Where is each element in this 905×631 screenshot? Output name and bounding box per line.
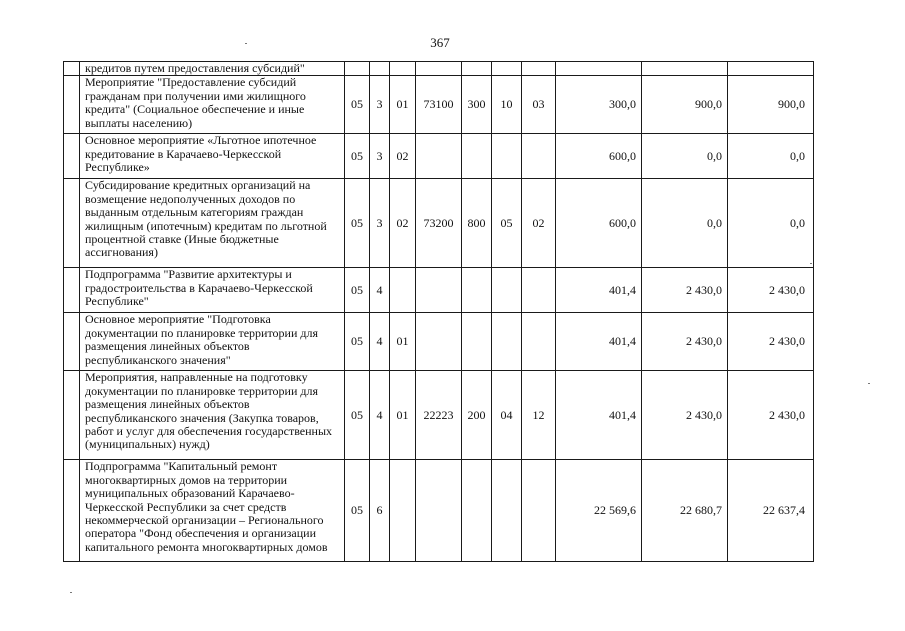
budget-code-cell: 05	[345, 460, 370, 562]
scan-speck	[810, 263, 812, 264]
item-name-cell: Основное мероприятие "Подготовка документации по планировке территории для размещения линейных объектов республиканского значения"	[80, 313, 345, 371]
row-number-cell	[64, 313, 80, 371]
amount-cell: 22 680,7	[642, 460, 728, 562]
budget-code-cell: 01	[390, 371, 416, 460]
amount-cell: 900,0	[728, 76, 814, 134]
table-row	[64, 134, 814, 179]
amount-cell: 0,0	[728, 179, 814, 268]
page-number: 367	[430, 35, 450, 50]
row-number-cell	[64, 76, 80, 134]
budget-code-cell: 12	[522, 371, 556, 460]
budget-table	[63, 61, 814, 562]
amount-cell: 401,4	[556, 313, 642, 371]
budget-code-cell: 3	[370, 134, 390, 179]
amount-cell: 0,0	[642, 134, 728, 179]
budget-code-cell: 200	[462, 371, 492, 460]
budget-code-cell: 4	[370, 371, 390, 460]
budget-code-cell: 6	[370, 460, 390, 562]
amount-cell	[728, 62, 814, 76]
budget-code-cell: 02	[390, 134, 416, 179]
budget-code-cell	[416, 313, 462, 371]
budget-code-cell	[462, 62, 492, 76]
budget-code-cell	[522, 460, 556, 562]
budget-code-cell: 01	[390, 76, 416, 134]
amount-cell: 401,4	[556, 371, 642, 460]
item-name-cell: Подпрограмма "Развитие архитектуры и градостроительства в Карачаево-Черкесской Республике"	[80, 268, 345, 313]
table-row	[64, 460, 814, 562]
amount-cell: 22 569,6	[556, 460, 642, 562]
amount-cell: 0,0	[642, 179, 728, 268]
budget-code-cell: 05	[345, 371, 370, 460]
budget-code-cell: 05	[492, 179, 522, 268]
scan-speck	[245, 43, 247, 44]
amount-cell	[642, 62, 728, 76]
table-body	[64, 62, 814, 562]
budget-code-cell	[390, 268, 416, 313]
amount-cell: 2 430,0	[728, 371, 814, 460]
budget-code-cell	[492, 460, 522, 562]
amount-cell: 2 430,0	[642, 313, 728, 371]
budget-code-cell: 05	[345, 268, 370, 313]
amount-cell: 600,0	[556, 179, 642, 268]
budget-code-cell	[416, 460, 462, 562]
budget-code-cell: 800	[462, 179, 492, 268]
budget-code-cell	[416, 62, 462, 76]
budget-code-cell: 05	[345, 313, 370, 371]
amount-cell: 0,0	[728, 134, 814, 179]
scan-speck	[868, 383, 870, 384]
budget-code-cell: 04	[492, 371, 522, 460]
budget-code-cell: 05	[345, 134, 370, 179]
budget-code-cell: 10	[492, 76, 522, 134]
budget-code-cell	[492, 313, 522, 371]
amount-cell: 300,0	[556, 76, 642, 134]
amount-cell: 401,4	[556, 268, 642, 313]
budget-code-cell	[416, 134, 462, 179]
table-row	[64, 76, 814, 134]
budget-code-cell: 02	[390, 179, 416, 268]
budget-code-cell	[345, 62, 370, 76]
table-row	[64, 313, 814, 371]
budget-code-cell: 4	[370, 268, 390, 313]
budget-code-cell	[492, 134, 522, 179]
row-number-cell	[64, 179, 80, 268]
budget-code-cell: 73200	[416, 179, 462, 268]
budget-code-cell	[390, 460, 416, 562]
amount-cell: 2 430,0	[642, 268, 728, 313]
budget-code-cell: 03	[522, 76, 556, 134]
item-name-cell: Мероприятие "Предоставление субсидий гражданам при получении ими жилищного кредита" (Социальное обеспечение и иные выплаты населению)	[80, 76, 345, 134]
row-number-cell	[64, 460, 80, 562]
budget-code-cell	[522, 62, 556, 76]
amount-cell: 22 637,4	[728, 460, 814, 562]
item-name-cell: Основное мероприятие «Льготное ипотечное кредитование в Карачаево-Черкесской Республике»	[80, 134, 345, 179]
budget-code-cell: 22223	[416, 371, 462, 460]
amount-cell: 2 430,0	[728, 268, 814, 313]
row-number-cell	[64, 62, 80, 76]
row-number-cell	[64, 371, 80, 460]
table-row	[64, 268, 814, 313]
budget-code-cell: 300	[462, 76, 492, 134]
budget-code-cell: 05	[345, 76, 370, 134]
budget-code-cell	[390, 62, 416, 76]
budget-code-cell	[522, 268, 556, 313]
item-name-cell: кредитов путем предоставления субсидий"	[80, 62, 345, 76]
budget-code-cell: 3	[370, 76, 390, 134]
amount-cell: 600,0	[556, 134, 642, 179]
budget-code-cell	[462, 268, 492, 313]
table-row	[64, 62, 814, 76]
budget-code-cell	[462, 134, 492, 179]
budget-code-cell	[522, 134, 556, 179]
budget-code-cell	[492, 268, 522, 313]
budget-code-cell: 02	[522, 179, 556, 268]
budget-code-cell	[522, 313, 556, 371]
budget-code-cell	[370, 62, 390, 76]
row-number-cell	[64, 134, 80, 179]
row-number-cell	[64, 268, 80, 313]
table-row	[64, 179, 814, 268]
table-row	[64, 371, 814, 460]
budget-code-cell	[416, 268, 462, 313]
amount-cell	[556, 62, 642, 76]
budget-code-cell	[462, 460, 492, 562]
item-name-cell: Мероприятия, направленные на подготовку документации по планировке территории для размещения линейных объектов республиканского значения (Закупка товаров, работ и услуг для обеспечения государственных (муниципальных) нужд)	[80, 371, 345, 460]
budget-code-cell: 3	[370, 179, 390, 268]
budget-code-cell: 01	[390, 313, 416, 371]
budget-code-cell	[462, 313, 492, 371]
budget-code-cell: 73100	[416, 76, 462, 134]
item-name-cell: Субсидирование кредитных организаций на возмещение недополученных доходов по выданным отдельным категориям граждан жилищным (ипотечным) кредитам по льготной процентной ставке (Иные бюджетные ассигнования)	[80, 179, 345, 268]
amount-cell: 2 430,0	[642, 371, 728, 460]
budget-code-cell: 05	[345, 179, 370, 268]
budget-code-cell: 4	[370, 313, 390, 371]
budget-code-cell	[492, 62, 522, 76]
item-name-cell: Подпрограмма "Капитальный ремонт многоквартирных домов на территории муниципальных образований Карачаево- Черкесской Республики за счет средств некоммерческой организации – Регионального оператора "Фонд обеспечения и организации капитального ремонта многоквартирных домов	[80, 460, 345, 562]
scan-speck	[70, 592, 72, 593]
amount-cell: 900,0	[642, 76, 728, 134]
amount-cell: 2 430,0	[728, 313, 814, 371]
